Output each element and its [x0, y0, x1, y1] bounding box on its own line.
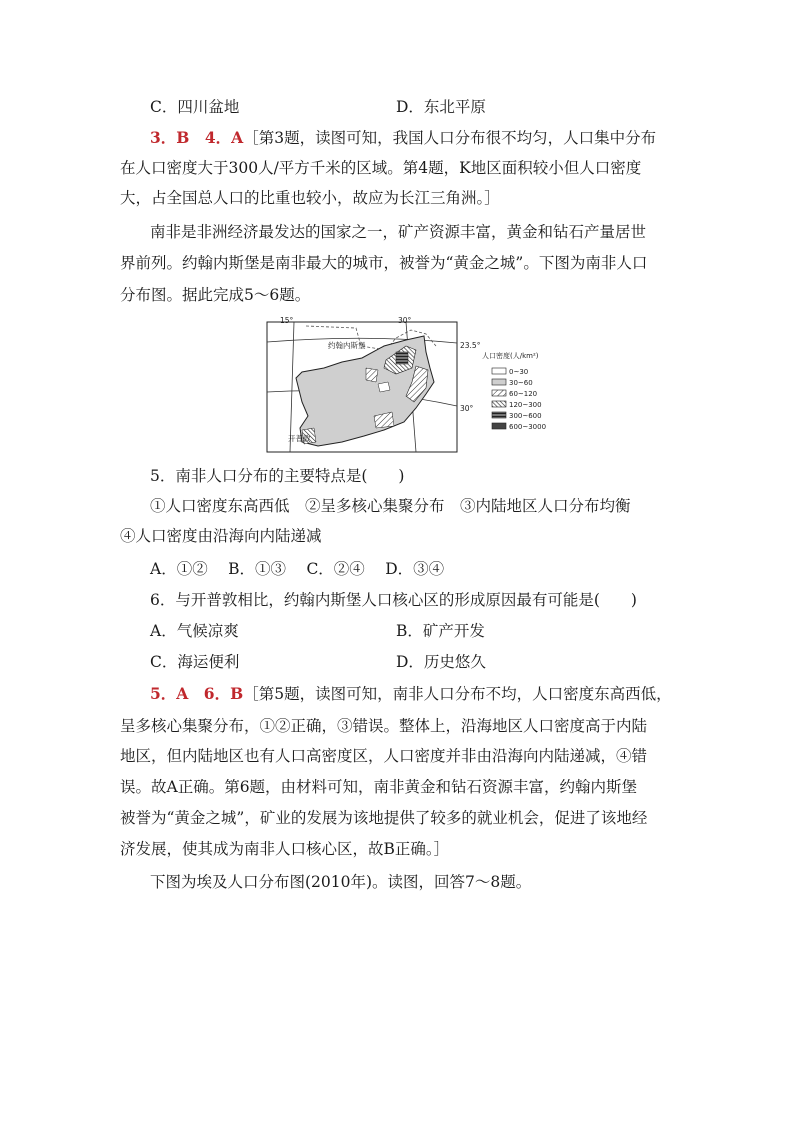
legend-swatch-2 — [492, 390, 506, 396]
option-d-northeast: D．东北平原 — [396, 98, 486, 116]
label-tropic: 23.5° — [460, 341, 481, 350]
legend-swatch-5 — [492, 423, 506, 429]
density-patch-inland — [366, 368, 378, 382]
question-6-option-d: D．历史悠久 — [396, 653, 486, 671]
answer-5-6-key: 5．A 6．B — [150, 684, 244, 703]
density-patch-lesotho — [378, 382, 390, 392]
option-c-sichuan: C．四川盆地 — [150, 98, 240, 116]
intro-line-1: 南非是非洲经济最发达的国家之一，矿产资源丰富，黄金和钻石产量居世 — [150, 223, 647, 241]
legend-label-4: 300~600 — [509, 412, 542, 420]
legend-swatch-3 — [492, 401, 506, 407]
legend-label-0: 0~30 — [509, 368, 529, 376]
intro-line-3: 分布图。据此完成5～6题。 — [120, 286, 311, 304]
legend-swatch-1 — [492, 379, 506, 385]
question-6-option-b: B．矿产开发 — [396, 622, 485, 640]
density-patch-core — [396, 352, 408, 364]
south-africa-population-map — [266, 316, 560, 454]
question-5-statements-2: ④人口密度由沿海向内陆递减 — [120, 527, 322, 545]
label-30-degree: 30° — [398, 316, 412, 325]
legend-label-3: 120~300 — [509, 401, 542, 409]
next-question-intro: 下图为埃及人口分布图(2010年)。读图，回答7～8题。 — [150, 873, 532, 891]
answer-5-6-line-6: 济发展，使其成为南非人口核心区，故B正确。］ — [120, 840, 450, 858]
label-capetown: 开普敦 — [288, 434, 311, 443]
answer-3-4-line-1 — [150, 128, 656, 148]
answer-3-4-line-3: 大，占全国总人口的比重也较小，故应为长江三角洲。］ — [120, 189, 500, 207]
answer-5-6-line-4: 误。故A正确。第6题，由材料可知，南非黄金和钻石资源丰富，约翰内斯堡 — [120, 778, 638, 796]
answer-3-4-text-1: ［第3题，读图可知，我国人口分布很不均匀，人口集中分布 — [243, 129, 657, 147]
intro-line-2: 界前列。约翰内斯堡是南非最大的城市，被誉为“黄金之城”。下图为南非人口 — [120, 254, 648, 272]
legend-title: 人口密度(人/km²) — [482, 352, 539, 360]
answer-5-6-line-5: 被誉为“黄金之城”，矿业的发展为该地提供了较多的就业机会，促进了该地经 — [120, 809, 648, 827]
answer-3-4-key: 3．B 4．A — [150, 128, 244, 147]
answer-5-6-line-1 — [150, 684, 672, 704]
label-johannesburg: 约翰内斯堡 — [328, 341, 366, 350]
answer-5-6-text-1: ［第5题，读图可知，南非人口分布不均，人口密度东高西低， — [243, 685, 672, 703]
legend-label-5: 600~3000 — [509, 423, 547, 431]
question-6-stem: 6．与开普敦相比，约翰内斯堡人口核心区的形成原因最有可能是( ) — [150, 591, 637, 609]
question-5-stem: 5．南非人口分布的主要特点是( ) — [150, 467, 405, 485]
label-15-degree: 15° — [280, 316, 294, 325]
answer-5-6-line-3: 地区，但内陆地区也有人口高密度区，人口密度并非由沿海向内陆递减，④错 — [120, 747, 648, 765]
legend-label-2: 60~120 — [509, 390, 538, 398]
answer-5-6-line-2: 呈多核心集聚分布，①②正确，③错误。整体上，沿海地区人口密度高于内陆 — [120, 717, 648, 735]
label-30-south: 30° — [460, 404, 474, 413]
legend-swatch-0 — [492, 368, 506, 374]
question-5-statements-1: ①人口密度东高西低 ②呈多核心集聚分布 ③内陆地区人口分布均衡 — [150, 497, 631, 515]
question-6-option-a: A．气候凉爽 — [150, 622, 239, 640]
question-6-option-c: C．海运便利 — [150, 653, 240, 671]
legend-swatch-4 — [492, 412, 506, 418]
answer-3-4-line-2: 在人口密度大于300人/平方千米的区域。第4题，K地区面积较小但人口密度 — [120, 159, 642, 177]
legend-label-1: 30~60 — [509, 379, 533, 387]
question-5-options: A．①② B．①③ C．②④ D．③④ — [150, 560, 445, 578]
